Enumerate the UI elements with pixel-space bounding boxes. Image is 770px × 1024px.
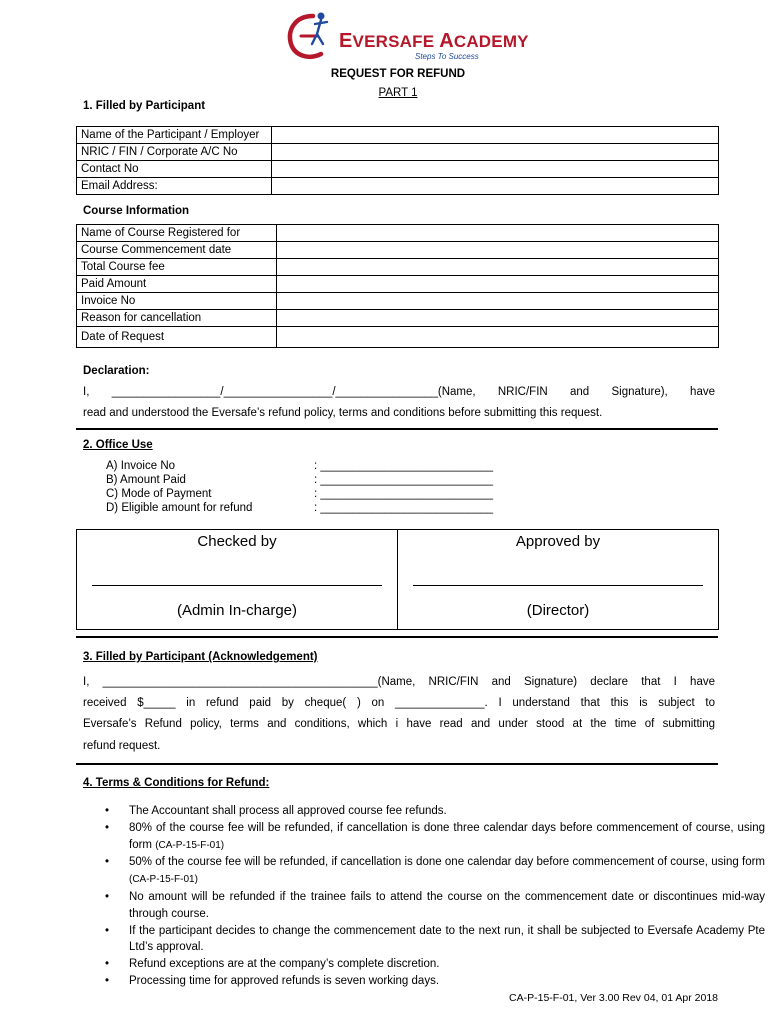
contact-label: Contact No	[77, 161, 272, 178]
approved-by-role: (Director)	[526, 602, 590, 619]
list-item: • 50% of the course fee will be refunded, if cancellation is done one calendar day before commencement of course, using form (CA-P-15-F-01)	[129, 854, 765, 889]
checked-by-cell	[77, 530, 398, 630]
office-invoice-label: A) Invoice No	[106, 460, 176, 472]
table-row	[77, 225, 719, 242]
office-payment-label: C) Mode of Payment	[106, 488, 212, 500]
table-row	[77, 144, 719, 161]
list-item: • 80% of the course fee will be refunded, if cancellation is done three calendar days before commencement of course, using form (CA-P-15-F-01)	[129, 820, 765, 855]
divider	[76, 636, 718, 638]
document-reference: CA-P-15-F-01, Ver 3.00 Rev 04, 01 Apr 2018	[509, 992, 718, 1004]
approved-by-label: Approved by	[515, 533, 601, 550]
paid-amount-field[interactable]	[277, 276, 719, 293]
checked-by-signature-line[interactable]	[92, 585, 382, 586]
form-title: REQUEST FOR REFUND	[330, 68, 466, 80]
ack-line-2: received $_____ in refund paid by cheque( ) on ______________. I understand that this is subject to	[83, 697, 715, 709]
section2-heading: 2. Office Use	[83, 439, 153, 451]
request-date-label: Date of Request	[77, 327, 277, 348]
approved-by-signature-line[interactable]	[413, 585, 703, 586]
total-fee-label: Total Course fee	[77, 259, 277, 276]
reason-label: Reason for cancellation	[77, 310, 277, 327]
participant-name-label: Name of the Participant / Employer	[77, 127, 272, 144]
commencement-date-field[interactable]	[277, 242, 719, 259]
list-item: • Processing time for approved refunds is seven working days.	[129, 973, 765, 990]
office-amount-label: B) Amount Paid	[106, 474, 186, 486]
section4-heading: 4. Terms & Conditions for Refund:	[83, 777, 270, 789]
declaration-heading: Declaration:	[83, 365, 150, 377]
checked-by-role: (Admin In-charge)	[176, 602, 298, 619]
section3-heading: 3. Filled by Participant (Acknowledgement)	[83, 651, 318, 663]
eversafe-logo	[283, 10, 529, 62]
request-date-field[interactable]	[277, 327, 719, 348]
table-row	[77, 293, 719, 310]
form-part: PART 1	[378, 87, 418, 99]
total-fee-field[interactable]	[277, 259, 719, 276]
divider	[76, 428, 718, 430]
course-table	[76, 224, 719, 348]
office-eligible-label: D) Eligible amount for refund	[106, 502, 253, 514]
nric-label: NRIC / FIN / Corporate A/C No	[77, 144, 272, 161]
participant-name-field[interactable]	[272, 127, 719, 144]
section1-heading: 1. Filled by Participant	[83, 100, 206, 112]
table-row	[77, 310, 719, 327]
invoice-no-label: Invoice No	[77, 293, 277, 310]
logo-tagline: Steps To Success	[415, 52, 479, 61]
office-invoice-field[interactable]: : ___________________________	[314, 460, 494, 472]
signature-table	[76, 529, 719, 630]
approved-by-cell	[398, 530, 719, 630]
list-item: • The Accountant shall process all approved course fee refunds.	[129, 803, 765, 820]
table-row	[77, 127, 719, 144]
nric-field[interactable]	[272, 144, 719, 161]
declaration-line-2: read and understood the Eversafe’s refund policy, terms and conditions before submitting this request.	[83, 407, 603, 419]
table-row	[77, 242, 719, 259]
office-eligible-field[interactable]: : ___________________________	[314, 502, 494, 514]
course-name-label: Name of Course Registered for	[77, 225, 277, 242]
commencement-date-label: Course Commencement date	[77, 242, 277, 259]
course-name-field[interactable]	[277, 225, 719, 242]
table-row	[77, 276, 719, 293]
ack-line-4: refund request.	[83, 740, 161, 752]
contact-field[interactable]	[272, 161, 719, 178]
table-row	[77, 161, 719, 178]
checked-by-label: Checked by	[197, 533, 277, 550]
office-amount-field[interactable]: : ___________________________	[314, 474, 494, 486]
table-row	[77, 327, 719, 348]
ack-line-3: Eversafe’s Refund policy, terms and conditions, which i have read and under stood at the time of submitting	[83, 718, 715, 730]
logo-mark-icon	[283, 10, 343, 62]
invoice-no-field[interactable]	[277, 293, 719, 310]
list-item: • No amount will be refunded if the trainee fails to attend the course on the commencement date or discontinues mid-way through course.	[129, 889, 765, 923]
declaration-line-1: I, _________________/_________________/________________(Name, NRIC/FIN and Signature), have	[83, 386, 715, 398]
ack-line-1: I, ___________________________________________(Name, NRIC/FIN and Signature) declare that I have	[83, 676, 715, 688]
list-item: • Refund exceptions are at the company’s complete discretion.	[129, 956, 765, 973]
table-row	[77, 178, 719, 195]
table-row	[77, 259, 719, 276]
reason-field[interactable]	[277, 310, 719, 327]
email-field[interactable]	[272, 178, 719, 195]
terms-list	[83, 803, 765, 990]
list-item: • If the participant decides to change the commencement date to the next run, it shall be subjected to Eversafe Academy Pte Ltd’s approval.	[129, 923, 765, 957]
email-label: Email Address:	[77, 178, 272, 195]
paid-amount-label: Paid Amount	[77, 276, 277, 293]
logo-wordmark: EVERSAFE ACADEMY	[339, 30, 529, 52]
participant-table	[76, 126, 719, 195]
course-info-heading: Course Information	[83, 205, 190, 217]
divider	[76, 763, 718, 765]
office-payment-field[interactable]: : ___________________________	[314, 488, 494, 500]
